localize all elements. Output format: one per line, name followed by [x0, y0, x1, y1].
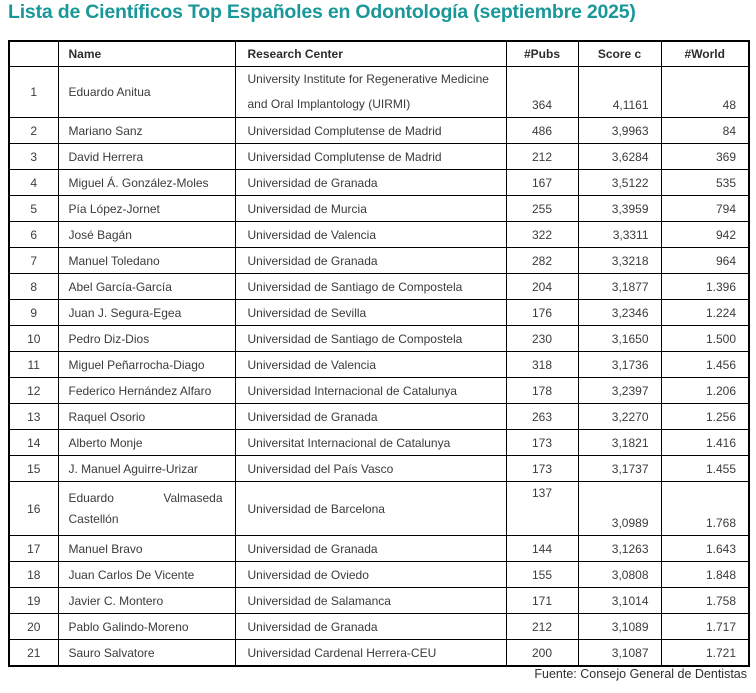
rank-cell	[9, 482, 58, 536]
score-cell	[578, 326, 661, 352]
research-center-cell-text: Universidad Complutense de Madrid	[247, 149, 442, 164]
rank-cell-text: 6	[30, 227, 38, 242]
rank-cell	[9, 430, 58, 456]
world-cell-text: 1.717	[705, 619, 736, 634]
name-cell	[58, 170, 235, 196]
score-cell	[578, 378, 661, 404]
research-center-cell	[235, 248, 506, 274]
pubs-cell-text: 263	[531, 409, 553, 424]
world-cell-text: 1.396	[705, 279, 736, 294]
pubs-cell	[506, 588, 578, 614]
score-cell	[578, 222, 661, 248]
world-cell-text: 1.768	[705, 516, 736, 530]
score-cell-text: 3,1650	[611, 331, 649, 346]
score-cell-text: 3,2270	[611, 409, 649, 424]
table-row	[9, 300, 749, 326]
world-cell-text: 964	[715, 253, 736, 268]
header-pubs: #Pubs	[506, 41, 578, 67]
name-cell-text: Juan Carlos De Vicente	[68, 567, 195, 582]
research-center-cell	[235, 300, 506, 326]
world-cell	[661, 614, 749, 640]
pubs-cell	[506, 614, 578, 640]
score-cell-text: 3,3311	[612, 227, 649, 242]
world-cell	[661, 456, 749, 482]
research-center-cell-text: Universidad de Santiago de Compostela	[247, 279, 463, 294]
rank-cell-text: 2	[30, 123, 38, 138]
pubs-cell-text: 173	[531, 461, 553, 476]
name-cell-text: Pía López-Jornet	[68, 201, 160, 216]
table-row	[9, 326, 749, 352]
world-cell-text: 1.848	[705, 567, 736, 582]
pubs-cell-text: 178	[531, 383, 553, 398]
world-cell	[661, 170, 749, 196]
research-center-cell-text: Universidad de Granada	[247, 619, 378, 634]
score-cell-text: 3,2346	[611, 305, 649, 320]
name-cell-text: Pablo Galindo-Moreno	[68, 619, 189, 634]
research-center-cell-text: Universidad de Murcia	[247, 201, 367, 216]
research-center-cell	[235, 430, 506, 456]
rank-cell-text: 16	[27, 501, 41, 516]
research-center-cell	[235, 562, 506, 588]
world-cell	[661, 196, 749, 222]
name-cell-text: David Herrera	[68, 149, 144, 164]
score-cell	[578, 144, 661, 170]
rank-cell	[9, 196, 58, 222]
score-cell	[578, 640, 661, 667]
name-cell	[58, 378, 235, 404]
pubs-cell	[506, 170, 578, 196]
world-cell-text: 369	[715, 149, 736, 164]
rank-cell	[9, 222, 58, 248]
score-cell-text: 3,0808	[611, 567, 649, 582]
score-cell-text: 3,1821	[611, 435, 649, 450]
research-center-cell	[235, 326, 506, 352]
research-center-cell-text: Universidad de Salamanca	[247, 593, 391, 608]
rank-cell	[9, 562, 58, 588]
world-cell	[661, 118, 749, 144]
name-cell-text: Pedro Diz-Dios	[68, 331, 150, 346]
pubs-cell	[506, 196, 578, 222]
world-cell	[661, 248, 749, 274]
table-row	[9, 404, 749, 430]
rank-cell	[9, 67, 58, 118]
pubs-cell-text: 155	[531, 567, 553, 582]
research-center-cell-text: Universitat Internacional de Catalunya	[247, 435, 451, 450]
name-cell	[58, 640, 235, 667]
pubs-cell	[506, 144, 578, 170]
research-center-cell-text: Universidad Cardenal Herrera-CEU	[247, 645, 437, 660]
world-cell	[661, 536, 749, 562]
world-cell	[661, 640, 749, 667]
rank-cell	[9, 378, 58, 404]
name-cell	[58, 562, 235, 588]
research-center-cell	[235, 378, 506, 404]
research-center-cell	[235, 404, 506, 430]
world-cell	[661, 274, 749, 300]
table-row	[9, 248, 749, 274]
page-title: Lista de Científicos Top Españoles en Odontología (septiembre 2025)	[8, 1, 636, 23]
table-row	[9, 222, 749, 248]
rank-cell	[9, 536, 58, 562]
research-center-cell-text: Universidad Complutense de Madrid	[247, 123, 442, 138]
world-cell	[661, 404, 749, 430]
name-cell	[58, 456, 235, 482]
world-cell	[661, 588, 749, 614]
score-cell	[578, 196, 661, 222]
world-cell-text: 1.456	[705, 357, 736, 372]
table-row	[9, 170, 749, 196]
pubs-cell	[506, 404, 578, 430]
world-cell	[661, 144, 749, 170]
pubs-cell-text: 167	[531, 175, 553, 190]
world-cell-text: 1.455	[705, 461, 736, 476]
research-center-cell-text: Universidad de Barcelona	[247, 501, 385, 516]
name-cell	[58, 536, 235, 562]
research-center-cell-text: Universidad de Granada	[247, 541, 378, 556]
world-cell	[661, 352, 749, 378]
pubs-cell-text: 144	[531, 541, 553, 556]
pubs-cell-text: 282	[531, 253, 553, 268]
score-cell	[578, 352, 661, 378]
research-center-cell-text: Universidad de Valencia	[247, 227, 377, 242]
rank-cell	[9, 300, 58, 326]
pubs-cell	[506, 352, 578, 378]
pubs-cell	[506, 536, 578, 562]
research-center-cell	[235, 456, 506, 482]
pubs-cell	[506, 378, 578, 404]
world-cell	[661, 378, 749, 404]
table-row	[9, 196, 749, 222]
pubs-cell	[506, 482, 578, 536]
world-cell-text: 84	[722, 123, 736, 138]
rank-cell	[9, 274, 58, 300]
score-cell-text: 3,9963	[611, 123, 649, 138]
research-center-cell	[235, 614, 506, 640]
score-cell-text: 3,6284	[611, 149, 649, 164]
score-cell-text: 3,1737	[611, 461, 649, 476]
rank-cell-text: 21	[27, 645, 41, 660]
rank-cell-text: 11	[27, 357, 40, 372]
name-cell	[58, 430, 235, 456]
name-cell	[58, 352, 235, 378]
pubs-cell	[506, 562, 578, 588]
research-center-cell	[235, 640, 506, 667]
score-cell	[578, 536, 661, 562]
name-cell-text: Raquel Osorio	[68, 409, 146, 424]
name-cell	[58, 588, 235, 614]
rank-cell-text: 14	[27, 435, 41, 450]
score-cell	[578, 404, 661, 430]
score-cell-text: 3,0989	[611, 516, 649, 530]
research-center-cell	[235, 274, 506, 300]
header-research-center: Research Center	[235, 41, 506, 67]
scientists-ranking-table	[8, 40, 750, 667]
rank-cell-text: 3	[30, 149, 38, 164]
rank-cell	[9, 614, 58, 640]
header-rank	[9, 41, 58, 67]
name-cell-text: Juan J. Segura-Egea	[68, 305, 182, 320]
world-cell-text: 1.224	[705, 305, 736, 320]
score-cell	[578, 248, 661, 274]
research-center-cell	[235, 588, 506, 614]
pubs-cell-text: 212	[531, 619, 553, 634]
rank-cell-text: 7	[30, 253, 38, 268]
world-cell-text: 1.758	[705, 593, 736, 608]
pubs-cell-text: 204	[531, 279, 553, 294]
rank-cell-text: 19	[27, 593, 41, 608]
table-row	[9, 274, 749, 300]
rank-cell-text: 15	[27, 461, 41, 476]
score-cell-text: 3,1087	[611, 645, 649, 660]
pubs-cell-text: 318	[531, 357, 553, 372]
pubs-cell-text: 230	[531, 331, 553, 346]
name-cell	[58, 404, 235, 430]
score-cell-text: 3,2397	[611, 383, 649, 398]
rank-cell-text: 4	[30, 175, 38, 190]
pubs-cell-text: 486	[531, 123, 553, 138]
table-row	[9, 536, 749, 562]
pubs-cell	[506, 274, 578, 300]
score-cell-text: 3,1089	[611, 619, 649, 634]
pubs-cell-text: 255	[531, 201, 553, 216]
table-row	[9, 352, 749, 378]
research-center-cell	[235, 118, 506, 144]
world-cell	[661, 300, 749, 326]
pubs-cell-text: 176	[531, 305, 553, 320]
rank-cell	[9, 170, 58, 196]
rank-cell-text: 8	[30, 279, 38, 294]
pubs-cell-text: 322	[531, 227, 553, 242]
research-center-cell	[235, 482, 506, 536]
world-cell-text: 1.256	[705, 409, 736, 424]
table-row	[9, 456, 749, 482]
world-cell-text: 942	[715, 227, 736, 242]
name-cell	[58, 326, 235, 352]
table-row	[9, 430, 749, 456]
table-row	[9, 118, 749, 144]
world-cell-text: 1.206	[705, 383, 736, 398]
score-cell-text: 3,1736	[611, 357, 649, 372]
research-center-cell	[235, 222, 506, 248]
table-row	[9, 144, 749, 170]
score-cell-text: 3,1263	[611, 541, 649, 556]
score-cell	[578, 562, 661, 588]
score-cell-text: 3,1877	[611, 279, 649, 294]
world-cell	[661, 222, 749, 248]
header-name: Name	[58, 41, 235, 67]
research-center-cell-text: Universidad del País Vasco	[247, 461, 394, 476]
research-center-cell-text: Universidad de Granada	[247, 253, 378, 268]
name-cell-text: Javier C. Montero	[68, 593, 164, 608]
table-row	[9, 640, 749, 667]
pubs-cell	[506, 222, 578, 248]
name-cell	[58, 482, 235, 536]
name-cell	[58, 274, 235, 300]
name-cell-text: Miguel Á. González-Moles	[68, 175, 209, 190]
rank-cell	[9, 640, 58, 667]
research-center-cell	[235, 536, 506, 562]
world-cell-text: 794	[715, 201, 736, 216]
source-note: Fuente: Consejo General de Dentistas	[534, 667, 747, 681]
name-cell-text: Manuel Toledano	[68, 253, 160, 268]
score-cell	[578, 614, 661, 640]
name-cell-text: Mariano Sanz	[68, 123, 143, 138]
score-cell	[578, 300, 661, 326]
research-center-cell-text: Universidad de Granada	[247, 409, 378, 424]
name-cell-text: Alberto Monje	[68, 435, 143, 450]
rank-cell	[9, 326, 58, 352]
score-cell-text: 3,3218	[611, 253, 649, 268]
pubs-cell	[506, 326, 578, 352]
name-cell	[58, 118, 235, 144]
table-row	[9, 588, 749, 614]
rank-cell	[9, 144, 58, 170]
world-cell	[661, 430, 749, 456]
research-center-cell	[235, 170, 506, 196]
table-row	[9, 378, 749, 404]
rank-cell	[9, 352, 58, 378]
rank-cell-text: 20	[27, 619, 41, 634]
rank-cell-text: 10	[27, 331, 41, 346]
world-cell	[661, 482, 749, 536]
name-cell-text: Manuel Bravo	[68, 541, 143, 556]
rank-cell-text: 9	[30, 305, 38, 320]
score-cell-text: 3,5122	[611, 175, 649, 190]
rank-cell	[9, 248, 58, 274]
rank-cell-text: 18	[27, 567, 41, 582]
world-cell-text: 1.416	[705, 435, 736, 450]
name-cell-text: J. Manuel Aguirre-Urizar	[68, 461, 198, 476]
name-cell-text: Miguel Peñarrocha-Diago	[68, 357, 205, 372]
research-center-cell	[235, 144, 506, 170]
rank-cell-text: 1	[30, 85, 38, 99]
research-center-cell-text: Universidad Internacional de Catalunya	[247, 383, 457, 398]
rank-cell-text: 5	[30, 201, 38, 216]
name-cell	[58, 144, 235, 170]
rank-cell-text: 17	[27, 541, 41, 556]
world-cell-text: 1.500	[705, 331, 736, 346]
header-row	[9, 41, 749, 67]
name-cell	[58, 300, 235, 326]
research-center-cell-text: Universidad de Sevilla	[247, 305, 367, 320]
research-center-cell-text: Universidad de Oviedo	[247, 567, 369, 582]
header-score: Score c	[578, 41, 661, 67]
pubs-cell	[506, 430, 578, 456]
score-cell	[578, 430, 661, 456]
rank-cell	[9, 404, 58, 430]
rank-cell	[9, 588, 58, 614]
score-cell	[578, 456, 661, 482]
name-cell-text: Eduardo Anitua	[68, 85, 151, 99]
research-center-cell-text: Universidad de Granada	[247, 175, 378, 190]
pubs-cell-text: 200	[531, 645, 553, 660]
score-cell	[578, 67, 661, 118]
pubs-cell-text: 212	[531, 149, 553, 164]
pubs-cell	[506, 640, 578, 667]
research-center-cell	[235, 67, 506, 118]
table-row	[9, 482, 749, 536]
pubs-cell-text: 173	[531, 435, 553, 450]
pubs-cell	[506, 248, 578, 274]
table-row	[9, 562, 749, 588]
score-cell	[578, 274, 661, 300]
world-cell-text: 1.721	[705, 645, 736, 660]
score-cell	[578, 170, 661, 196]
pubs-cell	[506, 118, 578, 144]
score-cell	[578, 482, 661, 536]
world-cell	[661, 67, 749, 118]
name-cell-text: José Bagán	[68, 227, 132, 242]
research-center-cell	[235, 196, 506, 222]
table-row	[9, 614, 749, 640]
score-cell-text: 4,1161	[612, 98, 649, 112]
pubs-cell-text: 364	[531, 98, 553, 112]
name-cell	[58, 248, 235, 274]
header-world: #World	[661, 41, 749, 67]
rank-cell-text: 13	[27, 409, 41, 424]
score-cell-text: 3,3959	[611, 201, 649, 216]
name-cell	[58, 67, 235, 118]
name-cell-text: Abel García-García	[68, 279, 172, 294]
score-cell	[578, 588, 661, 614]
name-cell-text: Sauro Salvatore	[68, 645, 155, 660]
world-cell-text: 48	[722, 98, 736, 112]
rank-cell-text: 12	[27, 383, 41, 398]
name-cell	[58, 196, 235, 222]
name-cell-text: Eduardo Valmaseda Castellón	[68, 490, 223, 526]
world-cell-text: 535	[715, 175, 736, 190]
world-cell	[661, 326, 749, 352]
pubs-cell-text: 137	[531, 486, 553, 500]
research-center-cell-text: Universidad de Santiago de Compostela	[247, 331, 463, 346]
world-cell	[661, 562, 749, 588]
table-row	[9, 67, 749, 118]
name-cell-text: Federico Hernández Alfaro	[68, 383, 212, 398]
pubs-cell-text: 171	[531, 593, 553, 608]
research-center-cell-text: Universidad de Valencia	[247, 357, 377, 372]
score-cell-text: 3,1014	[611, 593, 649, 608]
score-cell	[578, 118, 661, 144]
research-center-cell	[235, 352, 506, 378]
rank-cell	[9, 118, 58, 144]
pubs-cell	[506, 456, 578, 482]
name-cell	[58, 222, 235, 248]
research-center-cell-text: University Institute for Regenerative Medicine and Oral Implantology (UIRMI)	[247, 72, 489, 111]
rank-cell	[9, 456, 58, 482]
name-cell	[58, 614, 235, 640]
world-cell-text: 1.643	[705, 541, 736, 556]
pubs-cell	[506, 300, 578, 326]
pubs-cell	[506, 67, 578, 118]
